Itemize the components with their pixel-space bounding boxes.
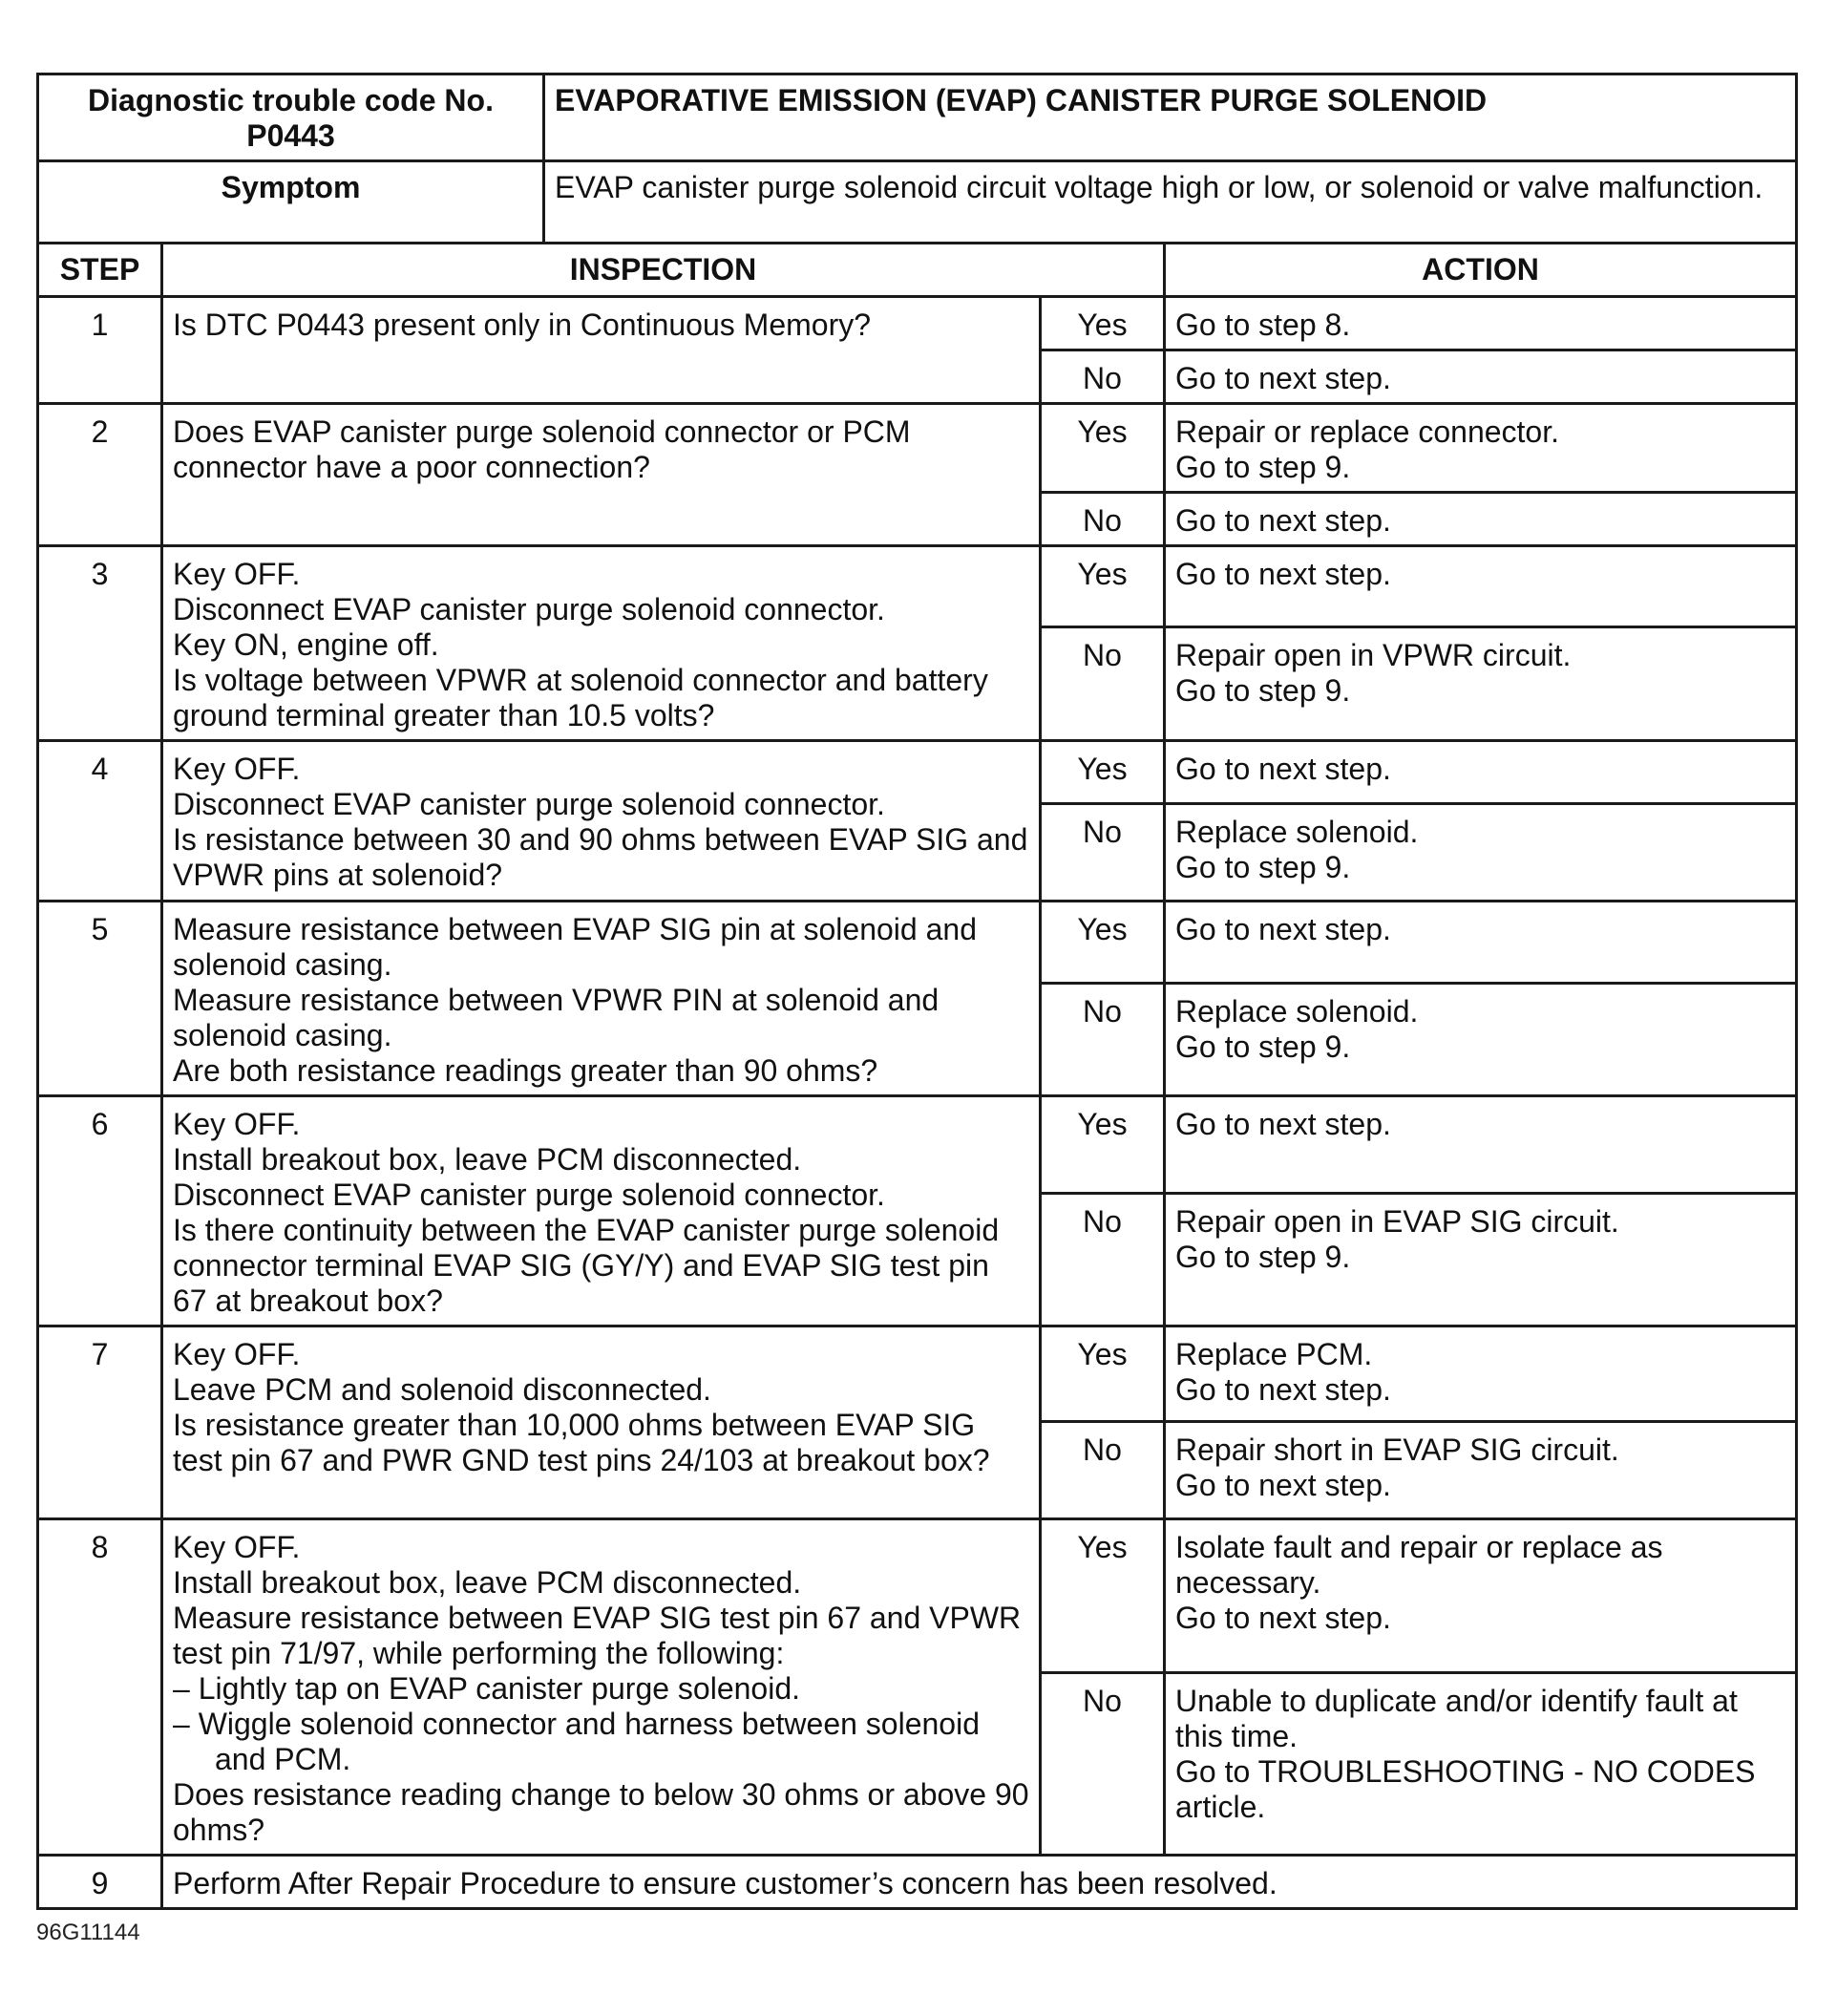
- text-line: Is voltage between VPWR at solenoid connector and battery ground terminal greater than 10.5 volts?: [173, 663, 988, 732]
- text-line: Measure resistance between EVAP SIG pin at solenoid and solenoid casing.: [173, 912, 977, 982]
- step-number: 5: [38, 902, 162, 1096]
- column-header-inspection: INSPECTION: [162, 244, 1165, 297]
- answer-yes: Yes: [1041, 1096, 1165, 1194]
- inspection-text: [162, 297, 1041, 404]
- text-line: Go to next step.: [1175, 361, 1391, 395]
- text-line: Is resistance greater than 10,000 ohms between EVAP SIG test pin 67 and PWR GND test pins 24/103 at breakout box?: [173, 1408, 990, 1477]
- text-line: Go to next step.: [1175, 1107, 1391, 1141]
- step-row-9: [38, 1856, 1797, 1909]
- step-number: 3: [38, 546, 162, 741]
- answer-no: No: [1041, 1194, 1165, 1326]
- text-line: Is there continuity between the EVAP canister purge solenoid connector terminal EVAP SIG (GY/Y) and EVAP SIG test pin 67 at breakout box?: [173, 1213, 1000, 1318]
- answer-yes: Yes: [1041, 546, 1165, 627]
- step-row-6: [38, 1096, 1797, 1194]
- inspection-bullet: – Wiggle solenoid connector and harness between solenoid and PCM.: [173, 1707, 980, 1776]
- text-line: Is DTC P0443 present only in Continuous Memory?: [173, 308, 872, 342]
- text-line: Install breakout box, leave PCM disconnected.: [173, 1565, 802, 1600]
- text-line: Disconnect EVAP canister purge solenoid connector.: [173, 592, 885, 626]
- action-no: [1165, 983, 1797, 1095]
- step-number: 7: [38, 1326, 162, 1519]
- action-no: [1165, 1194, 1797, 1326]
- text-line: Measure resistance between EVAP SIG test pin 67 and VPWR test pin 71/97, while performing the following:: [173, 1601, 1022, 1670]
- text-line: Disconnect EVAP canister purge solenoid connector.: [173, 787, 885, 821]
- text-line: Isolate fault and repair or replace as necessary.: [1175, 1530, 1663, 1600]
- answer-no: No: [1041, 1672, 1165, 1855]
- text-line: Key OFF.: [173, 1107, 301, 1141]
- text-line: Measure resistance between VPWR PIN at solenoid and solenoid casing.: [173, 983, 940, 1052]
- answer-yes: Yes: [1041, 404, 1165, 493]
- text-line: Does EVAP canister purge solenoid connector or PCM connector have a poor connection?: [173, 414, 911, 484]
- inspection-text: [162, 1096, 1041, 1326]
- text-line: Go to next step.: [1175, 557, 1391, 591]
- diagnostic-table: [36, 73, 1798, 1910]
- step-row-5: [38, 902, 1797, 984]
- text-line: Are both resistance readings greater than 90 ohms?: [173, 1053, 878, 1088]
- step-row-2: [38, 404, 1797, 493]
- action-no: [1165, 493, 1797, 546]
- text-line: Is resistance between 30 and 90 ohms between EVAP SIG and VPWR pins at solenoid?: [173, 822, 1028, 892]
- inspection-text: [162, 1326, 1041, 1519]
- step-number: 8: [38, 1519, 162, 1856]
- text-line: Repair open in EVAP SIG circuit.: [1175, 1204, 1619, 1240]
- column-header-row: [38, 244, 1797, 297]
- text-line: Replace PCM.: [1175, 1337, 1373, 1371]
- inspection-text: [162, 1519, 1041, 1856]
- text-line: Leave PCM and solenoid disconnected.: [173, 1372, 711, 1407]
- step-row-7: [38, 1326, 1797, 1422]
- step-row-3: [38, 546, 1797, 627]
- text-line: Does resistance reading change to below 30 ohms or above 90 ohms?: [173, 1777, 1029, 1847]
- text-line: Go to next step.: [1175, 912, 1391, 946]
- answer-yes: Yes: [1041, 902, 1165, 984]
- action-no: [1165, 1422, 1797, 1519]
- action-yes: [1165, 741, 1797, 804]
- text-line: Go to step 8.: [1175, 308, 1351, 342]
- step-row-8: [38, 1519, 1797, 1673]
- action-no: [1165, 1672, 1797, 1855]
- answer-yes: Yes: [1041, 1326, 1165, 1422]
- answer-yes: Yes: [1041, 1519, 1165, 1673]
- text-line: Key OFF.: [173, 557, 301, 591]
- text-line: Disconnect EVAP canister purge solenoid connector.: [173, 1178, 885, 1212]
- text-line: Go to step 9.: [1175, 450, 1351, 484]
- text-line: Unable to duplicate and/or identify fault at this time.: [1175, 1683, 1738, 1753]
- answer-no: No: [1041, 626, 1165, 740]
- answer-no: No: [1041, 804, 1165, 902]
- action-no: [1165, 626, 1797, 740]
- text-line: Go to step 9.: [1175, 1240, 1351, 1275]
- action-yes: [1165, 1326, 1797, 1422]
- action-no: [1165, 350, 1797, 404]
- text-line: Go to next step.: [1175, 1468, 1391, 1502]
- text-line: Go to next step.: [1175, 1601, 1391, 1635]
- step-number: 2: [38, 404, 162, 546]
- column-header-step: STEP: [38, 244, 162, 297]
- dtc-label: Diagnostic trouble code No. P0443: [38, 74, 544, 161]
- action-no: [1165, 804, 1797, 902]
- action-yes: [1165, 1519, 1797, 1673]
- step-number: 6: [38, 1096, 162, 1326]
- procedure-title: EVAPORATIVE EMISSION (EVAP) CANISTER PURGE SOLENOID: [544, 74, 1797, 161]
- step-number: 4: [38, 741, 162, 902]
- text-line: Go to next step.: [1175, 503, 1391, 538]
- action-yes: [1165, 404, 1797, 493]
- answer-yes: Yes: [1041, 297, 1165, 350]
- step-row-1: [38, 297, 1797, 350]
- action-yes: [1165, 1096, 1797, 1194]
- text-line: Key ON, engine off.: [173, 627, 439, 662]
- step-number: 1: [38, 297, 162, 404]
- text-line: Key OFF.: [173, 752, 301, 786]
- figure-code: 96G11144: [36, 1920, 140, 1945]
- text-line: Go to next step.: [1175, 1372, 1391, 1407]
- inspection-text: [162, 546, 1041, 741]
- inspection-text: [162, 404, 1041, 546]
- symptom-label: Symptom: [38, 161, 544, 244]
- text-line: Go to step 9.: [1175, 1029, 1351, 1064]
- header-row-dtc: [38, 74, 1797, 161]
- step-number: 9: [38, 1856, 162, 1909]
- inspection-text: [162, 1856, 1797, 1909]
- text-line: Key OFF.: [173, 1337, 301, 1371]
- answer-yes: Yes: [1041, 741, 1165, 804]
- answer-no: No: [1041, 493, 1165, 546]
- text-line: Key OFF.: [173, 1530, 301, 1564]
- text-line: Replace solenoid.: [1175, 993, 1419, 1029]
- inspection-text: [162, 741, 1041, 902]
- text-line: Go to next step.: [1175, 752, 1391, 786]
- text-line: Replace solenoid.: [1175, 815, 1419, 849]
- text-line: Go to step 9.: [1175, 850, 1351, 884]
- action-yes: [1165, 297, 1797, 350]
- symptom-text: EVAP canister purge solenoid circuit voltage high or low, or solenoid or valve malfunction.: [544, 161, 1797, 244]
- inspection-bullet: – Lightly tap on EVAP canister purge solenoid.: [173, 1671, 801, 1706]
- action-yes: [1165, 902, 1797, 984]
- column-header-action: ACTION: [1165, 244, 1797, 297]
- text-line: Perform After Repair Procedure to ensure customer’s concern has been resolved.: [173, 1866, 1277, 1900]
- answer-no: No: [1041, 350, 1165, 404]
- answer-no: No: [1041, 1422, 1165, 1519]
- text-line: Repair open in VPWR circuit.: [1175, 637, 1572, 672]
- text-line: Repair short in EVAP SIG circuit.: [1175, 1432, 1619, 1467]
- header-row-symptom: [38, 161, 1797, 244]
- action-yes: [1165, 546, 1797, 627]
- text-line: Install breakout box, leave PCM disconnected.: [173, 1142, 802, 1177]
- text-line: Repair or replace connector.: [1175, 414, 1559, 449]
- text-line: Go to step 9.: [1175, 672, 1351, 708]
- answer-no: No: [1041, 983, 1165, 1095]
- inspection-text: [162, 902, 1041, 1096]
- text-line: Go to TROUBLESHOOTING - NO CODES article.: [1175, 1753, 1756, 1824]
- step-row-4: [38, 741, 1797, 804]
